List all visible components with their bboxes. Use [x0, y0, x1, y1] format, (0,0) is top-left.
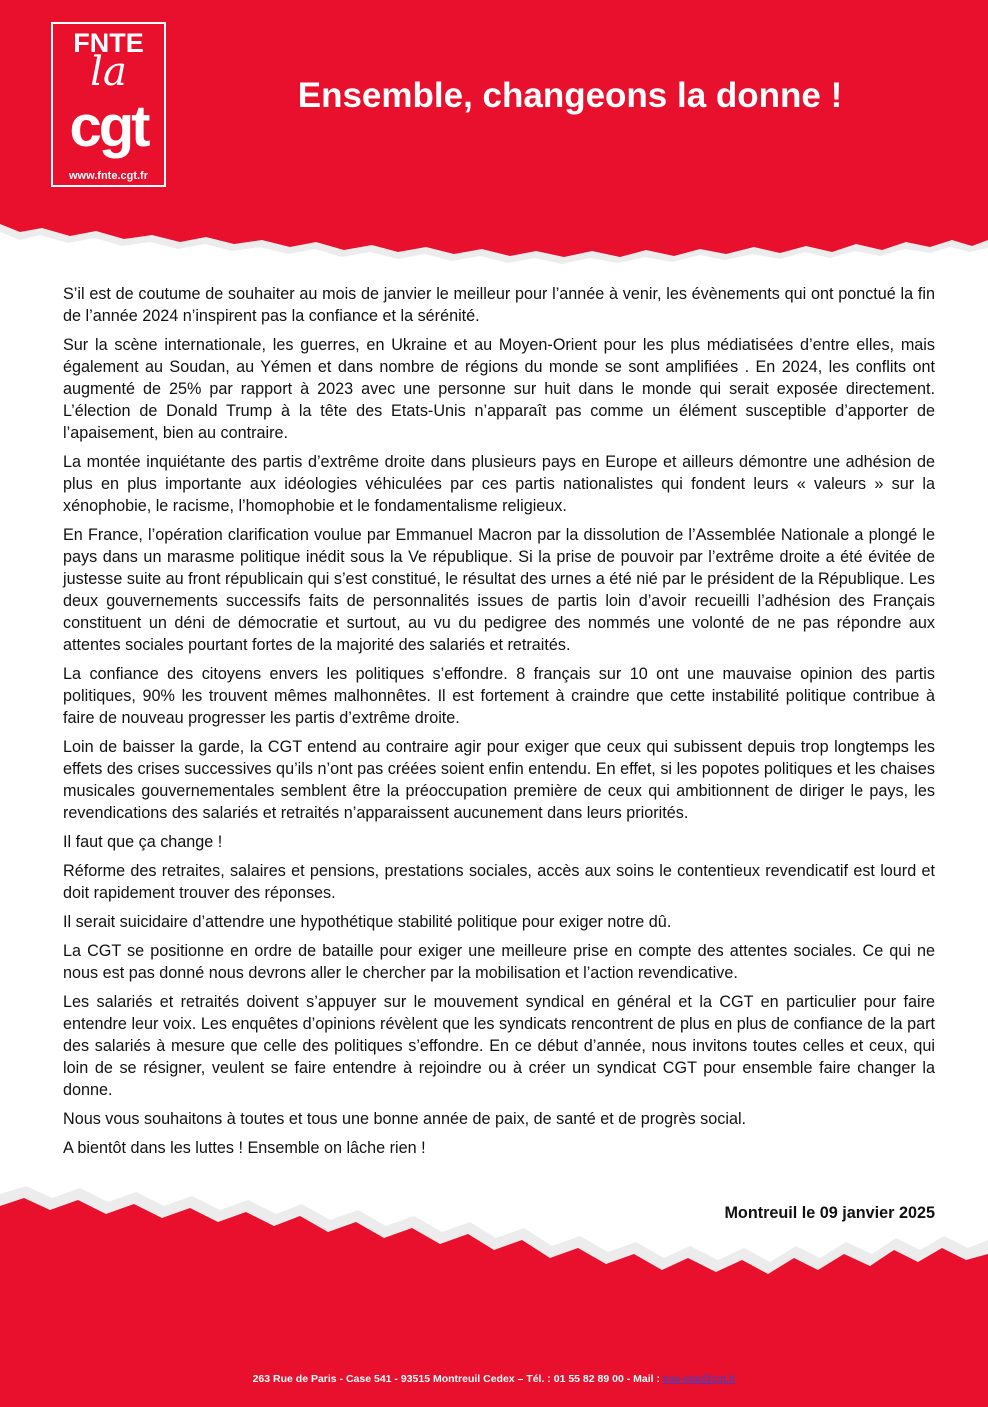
footer-email-link[interactable]: trav-etat@cgt.fr [662, 1373, 736, 1385]
logo-cgt-text: cgt [69, 94, 148, 159]
article-body [63, 283, 935, 1166]
paragraph: Les salariés et retraités doivent s’appuyer sur le mouvement syndical en général et la CGT en particulier pour faire entendre leur voix. Les enquêtes d’opinions révèlent que les syndicats rencontrent de plus en plus de confiance de la part des salariés à mesure que celle des politiques s’effondre. En ce début d’année, nous invitons toutes celles et ceux, qui loin de se résigner, veulent se faire entendre à rejoindre ou à créer un syndicat CGT pour ensemble faire changer la donne. [63, 993, 935, 1099]
paragraph: Sur la scène internationale, les guerres, en Ukraine et au Moyen-Orient pour les plus médiatisées d’entre elles, mais également au Soudan, au Yémen et dans nombre de régions du monde se sont amplifiées . En 2024, les conflits ont augmenté de 25% par rapport à 2023 avec une personne sur huit dans le monde qui serait exposée directement. L’élection de Donald Trump à la tête des Etats-Unis n’apparaît pas comme un élément susceptible d’apporter de l’apaisement, bien au contraire. [63, 336, 935, 442]
fnte-cgt-logo [51, 22, 166, 187]
date-signoff: Montreuil le 09 janvier 2025 [724, 1204, 935, 1222]
paragraph: La montée inquiétante des partis d’extrême droite dans plusieurs pays en Europe et ailleurs démontre une adhésion de plus en plus importante aux idéologies véhiculées par ces partis nationalistes qui fondent leurs « valeurs » sur la xénophobie, le racisme, l’homophobie et le fondamentalisme religieux. [63, 453, 935, 515]
paragraph: La CGT se positionne en ordre de bataille pour exiger une meilleure prise en compte des attentes sociales. Ce qui ne nous est pas donné nous devrons aller le chercher par la mobilisation et l’action revendicative. [63, 942, 935, 982]
paragraph: Nous vous souhaitons à toutes et tous une bonne année de paix, de santé et de progrès social. [63, 1110, 747, 1128]
paragraph: A bientôt dans les luttes ! Ensemble on lâche rien ! [63, 1139, 426, 1157]
page-title: Ensemble, changeons la donne ! [297, 76, 843, 115]
logo-fnte-text: FNTE [73, 28, 144, 58]
logo-url: www.fnte.cgt.fr [68, 170, 149, 182]
paragraph: Loin de baisser la garde, la CGT entend au contraire agir pour exiger que ceux qui subissent depuis trop longtemps les effets des crises successives qu’ils n’ont pas créées soient enfin entendu. En effet, si les popotes politiques et les chaises musicales gouvernementales semblent être la préoccupation première de ceux qui ambitionnent de diriger le pays, les revendications des salariés et retraités n’apparaissent aucunement dans leurs priorités. [63, 738, 935, 822]
paragraph: Réforme des retraites, salaires et pensions, prestations sociales, accès aux soins le contentieux revendicatif est lourd et doit rapidement trouver des réponses. [63, 862, 935, 902]
paragraph: La confiance des citoyens envers les politiques s’effondre. 8 français sur 10 ont une mauvaise opinion des partis politiques, 90% les trouvent mêmes malhonnêtes. Il est fortement à craindre que cette instabilité politique contribue à faire de nouveau progresser les partis d’extrême droite. [63, 665, 935, 727]
footer-address: 263 Rue de Paris - Case 541 - 93515 Montreuil Cedex – Tél. : 01 55 82 89 00 - Mail : [252, 1373, 663, 1385]
paragraph: Il faut que ça change ! [63, 833, 223, 851]
paragraph: En France, l’opération clarification voulue par Emmanuel Macron par la dissolution de l’Assemblée Nationale a plongé le pays dans un marasme politique inédit sous la Ve république. Si la prise de pouvoir par l’extrême droite a été évitée de justesse suite au front républicain qui s’est constitué, le résultat des urnes a été nié par le président de la République. Les deux gouvernements successifs faits de personnalités issues de partis loin d’avoir recueilli l’adhésion des Français constituent un déni de démocratie et surtout, au vu du pedigree des nommés une volonté de ne pas répondre aux attentes sociales pourtant fortes de la majorité des salariés et retraités. [63, 526, 935, 654]
paragraph: S’il est de coutume de souhaiter au mois de janvier le meilleur pour l’année à venir, les évènements qui ont ponctué la fin de l’année 2024 n’inspirent pas la confiance et la sérénité. [63, 285, 935, 325]
logo-la-text: la [90, 49, 127, 95]
paragraph: Il serait suicidaire d’attendre une hypothétique stabilité politique pour exiger notre dû. [63, 913, 672, 931]
footer-contact [0, 1373, 988, 1385]
